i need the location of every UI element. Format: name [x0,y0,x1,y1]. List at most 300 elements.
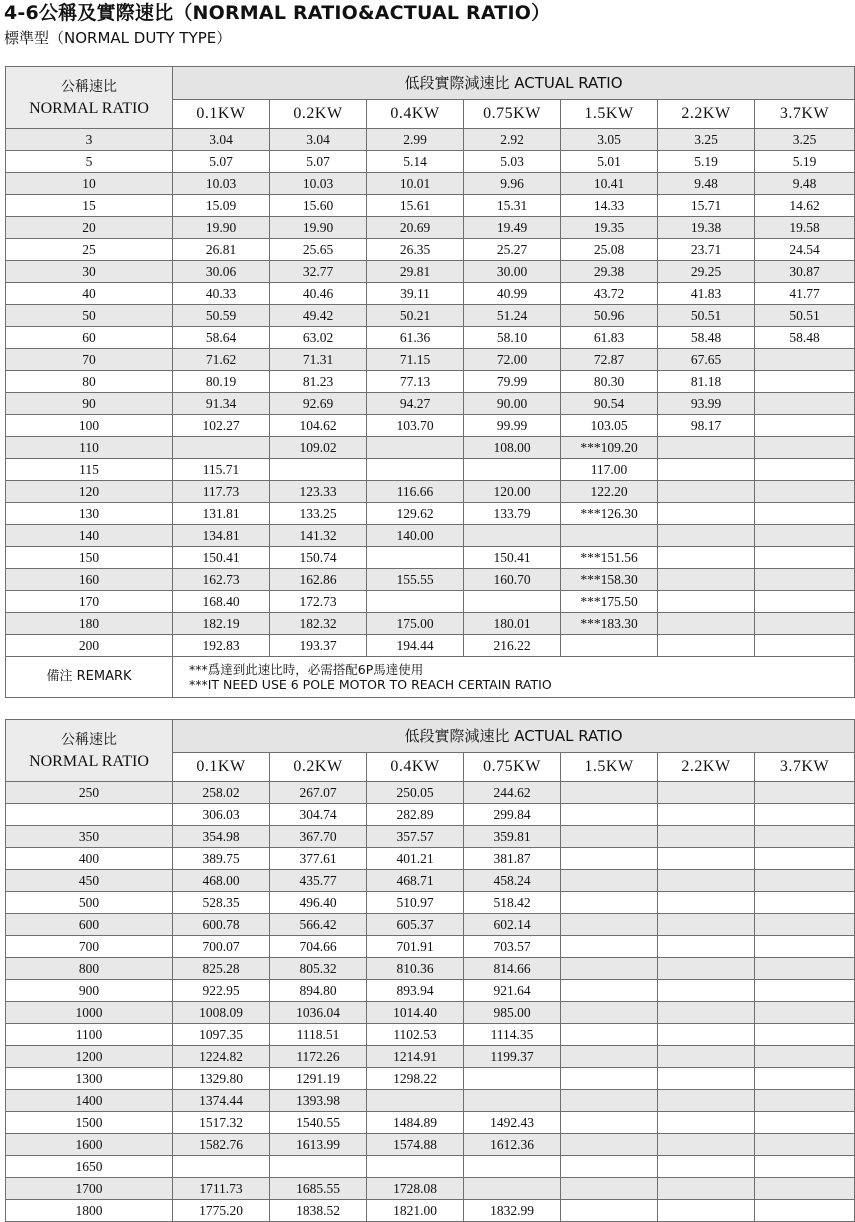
actual-ratio-cell: 1711.73 [173,1178,270,1200]
normal-ratio-cell: 70 [6,349,173,371]
actual-ratio-cell: 23.71 [658,239,755,261]
actual-ratio-cell [464,1156,561,1178]
table-row [6,980,855,1002]
actual-ratio-cell: 94.27 [367,393,464,415]
normal-ratio-cell: 1000 [6,1002,173,1024]
actual-ratio-cell: 40.33 [173,283,270,305]
actual-ratio-cell: 10.41 [561,173,658,195]
actual-ratio-cell: 825.28 [173,958,270,980]
actual-ratio-cell: 1014.40 [367,1002,464,1024]
normal-ratio-cell: 180 [6,613,173,635]
actual-ratio-cell: 2.99 [367,129,464,151]
actual-ratio-cell [658,980,755,1002]
actual-ratio-cell: 244.62 [464,782,561,804]
actual-ratio-cell [561,1002,658,1024]
actual-ratio-cell: 1612.36 [464,1134,561,1156]
actual-ratio-cell: 9.48 [658,173,755,195]
actual-ratio-cell: 510.97 [367,892,464,914]
normal-ratio-cell: 1500 [6,1112,173,1134]
actual-ratio-cell: 99.99 [464,415,561,437]
normal-ratio-cell: 450 [6,870,173,892]
actual-ratio-cell [561,635,658,657]
actual-ratio-cell [270,1156,367,1178]
actual-ratio-cell: 1484.89 [367,1112,464,1134]
actual-ratio-cell [173,437,270,459]
kw-header-1-5: 1.5KW [561,753,658,782]
actual-ratio-cell: 1214.91 [367,1046,464,1068]
actual-ratio-cell [658,892,755,914]
actual-ratio-cell: 134.81 [173,525,270,547]
actual-ratio-cell: 14.33 [561,195,658,217]
actual-ratio-cell: 1582.76 [173,1134,270,1156]
normal-ratio-cell: 30 [6,261,173,283]
actual-ratio-cell: 1574.88 [367,1134,464,1156]
actual-ratio-cell [561,782,658,804]
actual-ratio-cell [658,936,755,958]
table-row [6,305,855,327]
actual-ratio-cell: 150.41 [464,547,561,569]
actual-ratio-cell: 14.62 [755,195,855,217]
actual-ratio-cell [561,848,658,870]
kw-header-0-2: 0.2KW [270,100,367,129]
actual-ratio-cell [755,613,855,635]
actual-ratio-cell: 921.64 [464,980,561,1002]
actual-ratio-cell: 40.46 [270,283,367,305]
ratio-table-2 [5,719,855,1222]
actual-ratio-cell: 172.73 [270,591,367,613]
actual-ratio-cell: 63.02 [270,327,367,349]
normal-ratio-cell: 15 [6,195,173,217]
normal-ratio-cell: 800 [6,958,173,980]
actual-ratio-cell: 3.25 [658,129,755,151]
actual-ratio-cell [561,1200,658,1222]
normal-ratio-cell: 170 [6,591,173,613]
actual-ratio-cell: 122.20 [561,481,658,503]
actual-ratio-cell [755,848,855,870]
normal-ratio-cell: 20 [6,217,173,239]
actual-ratio-cell: 496.40 [270,892,367,914]
normal-ratio-cell: 50 [6,305,173,327]
actual-ratio-cell [658,459,755,481]
actual-ratio-cell: 58.64 [173,327,270,349]
actual-ratio-cell [658,870,755,892]
table-row [6,415,855,437]
actual-ratio-cell: 25.27 [464,239,561,261]
actual-ratio-cell: 19.38 [658,217,755,239]
actual-ratio-cell: 19.90 [270,217,367,239]
normal-ratio-cell: 115 [6,459,173,481]
actual-ratio-cell [755,371,855,393]
actual-ratio-cell: 1393.98 [270,1090,367,1112]
actual-ratio-cell: 29.38 [561,261,658,283]
table-row [6,349,855,371]
actual-ratio-cell [658,591,755,613]
actual-ratio-cell [755,1090,855,1112]
normal-ratio-cell: 100 [6,415,173,437]
actual-ratio-cell [755,826,855,848]
actual-ratio-cell: 528.35 [173,892,270,914]
table-row [6,1090,855,1112]
actual-ratio-cell: 1838.52 [270,1200,367,1222]
actual-ratio-cell: 19.49 [464,217,561,239]
actual-ratio-cell: 102.27 [173,415,270,437]
actual-ratio-cell [658,1068,755,1090]
actual-ratio-cell: 162.86 [270,569,367,591]
actual-ratio-cell: 306.03 [173,804,270,826]
actual-ratio-header: 低段實際減速比 ACTUAL RATIO [173,720,855,753]
normal-ratio-cell: 90 [6,393,173,415]
actual-ratio-cell [755,892,855,914]
actual-ratio-cell [658,1112,755,1134]
ratio-table-2-body [6,782,855,1222]
kw-header-1-5: 1.5KW [561,100,658,129]
actual-ratio-cell [755,1046,855,1068]
actual-ratio-cell: 29.81 [367,261,464,283]
normal-ratio-cell: 1700 [6,1178,173,1200]
actual-ratio-cell: 50.21 [367,305,464,327]
actual-ratio-cell: 160.70 [464,569,561,591]
actual-ratio-cell: 72.87 [561,349,658,371]
actual-ratio-cell: 93.99 [658,393,755,415]
table-row [6,327,855,349]
actual-ratio-cell: 123.33 [270,481,367,503]
actual-ratio-cell: 50.51 [755,305,855,327]
actual-ratio-cell [658,1200,755,1222]
actual-ratio-cell [755,503,855,525]
actual-ratio-cell: 1114.35 [464,1024,561,1046]
ratio-table-1-body [6,129,855,657]
actual-ratio-cell: 168.40 [173,591,270,613]
actual-ratio-cell: 1008.09 [173,1002,270,1024]
normal-ratio-header-en: NORMAL RATIO [29,752,149,770]
actual-ratio-cell [658,569,755,591]
normal-ratio-cell: 60 [6,327,173,349]
actual-ratio-cell: 1199.37 [464,1046,561,1068]
table-row [6,481,855,503]
actual-ratio-cell: 77.13 [367,371,464,393]
actual-ratio-cell [173,1156,270,1178]
actual-ratio-cell [658,635,755,657]
actual-ratio-cell: 602.14 [464,914,561,936]
actual-ratio-cell: 5.07 [270,151,367,173]
table-row [6,459,855,481]
normal-ratio-cell: 130 [6,503,173,525]
actual-ratio-cell: 2.92 [464,129,561,151]
actual-ratio-cell: 182.19 [173,613,270,635]
actual-ratio-cell: 81.23 [270,371,367,393]
actual-ratio-cell: 150.74 [270,547,367,569]
actual-ratio-cell: 117.73 [173,481,270,503]
actual-ratio-cell: 1329.80 [173,1068,270,1090]
actual-ratio-cell [755,782,855,804]
kw-header-0-1: 0.1KW [173,100,270,129]
actual-ratio-cell: 9.48 [755,173,855,195]
normal-ratio-cell: 3 [6,129,173,151]
kw-header-0-1: 0.1KW [173,753,270,782]
table-row [6,613,855,635]
actual-ratio-cell [367,459,464,481]
actual-ratio-cell: 15.31 [464,195,561,217]
normal-ratio-cell: 500 [6,892,173,914]
actual-ratio-cell: 50.96 [561,305,658,327]
normal-ratio-header-en: NORMAL RATIO [29,99,149,117]
actual-ratio-cell [367,1156,464,1178]
actual-ratio-cell: 90.00 [464,393,561,415]
actual-ratio-cell [658,437,755,459]
table-row [6,1002,855,1024]
actual-ratio-cell [464,525,561,547]
kw-header-2-2: 2.2KW [658,100,755,129]
actual-ratio-cell: 1492.43 [464,1112,561,1134]
actual-ratio-cell: 3.04 [270,129,367,151]
normal-ratio-cell: 5 [6,151,173,173]
table-row [6,804,855,826]
normal-ratio-cell: 900 [6,980,173,1002]
actual-ratio-cell [658,1024,755,1046]
actual-ratio-cell [464,1178,561,1200]
actual-ratio-cell [561,804,658,826]
actual-ratio-cell [561,958,658,980]
table-row [6,870,855,892]
actual-ratio-cell [755,415,855,437]
actual-ratio-cell: 92.69 [270,393,367,415]
actual-ratio-cell [561,1024,658,1046]
actual-ratio-cell: 98.17 [658,415,755,437]
actual-ratio-cell [755,1156,855,1178]
actual-ratio-cell [367,437,464,459]
actual-ratio-cell [755,1134,855,1156]
actual-ratio-cell: 133.79 [464,503,561,525]
normal-ratio-header [6,67,173,129]
table-row [6,635,855,657]
actual-ratio-cell: 150.41 [173,547,270,569]
actual-ratio-cell: 49.42 [270,305,367,327]
actual-ratio-cell [755,958,855,980]
actual-ratio-cell: 1728.08 [367,1178,464,1200]
actual-ratio-cell: 216.22 [464,635,561,657]
actual-ratio-cell: 162.73 [173,569,270,591]
actual-ratio-cell: 377.61 [270,848,367,870]
actual-ratio-cell: 1685.55 [270,1178,367,1200]
table-row [6,1156,855,1178]
actual-ratio-cell: 700.07 [173,936,270,958]
actual-ratio-cell: 26.81 [173,239,270,261]
actual-ratio-cell: 1102.53 [367,1024,464,1046]
actual-ratio-cell: 50.59 [173,305,270,327]
table-row [6,914,855,936]
actual-ratio-cell: 30.06 [173,261,270,283]
actual-ratio-cell: 299.84 [464,804,561,826]
actual-ratio-cell: ***158.30 [561,569,658,591]
actual-ratio-cell: 566.42 [270,914,367,936]
actual-ratio-cell [561,1090,658,1112]
actual-ratio-cell: 58.48 [658,327,755,349]
actual-ratio-cell: 357.57 [367,826,464,848]
normal-ratio-cell [6,804,173,826]
normal-ratio-cell: 600 [6,914,173,936]
actual-ratio-cell [658,782,755,804]
actual-ratio-cell [561,1156,658,1178]
actual-ratio-cell: 381.87 [464,848,561,870]
actual-ratio-cell: 15.09 [173,195,270,217]
normal-ratio-cell: 160 [6,569,173,591]
actual-ratio-cell [658,503,755,525]
actual-ratio-cell: 19.35 [561,217,658,239]
actual-ratio-cell: 518.42 [464,892,561,914]
actual-ratio-cell [755,1200,855,1222]
actual-ratio-cell: 26.35 [367,239,464,261]
table-row [6,826,855,848]
actual-ratio-cell: 1832.99 [464,1200,561,1222]
actual-ratio-cell [561,980,658,1002]
table-row [6,283,855,305]
kw-header-0-75: 0.75KW [464,753,561,782]
actual-ratio-cell: 72.00 [464,349,561,371]
actual-ratio-cell [658,1046,755,1068]
normal-ratio-header [6,720,173,782]
actual-ratio-cell [755,1002,855,1024]
table-row [6,958,855,980]
actual-ratio-cell: 192.83 [173,635,270,657]
actual-ratio-cell [367,1090,464,1112]
actual-ratio-cell [755,1024,855,1046]
actual-ratio-cell [561,1178,658,1200]
actual-ratio-cell [755,1112,855,1134]
actual-ratio-cell [658,914,755,936]
table-row [6,1024,855,1046]
actual-ratio-cell: 1224.82 [173,1046,270,1068]
actual-ratio-cell: 1298.22 [367,1068,464,1090]
actual-ratio-cell [755,936,855,958]
actual-ratio-cell: 50.51 [658,305,755,327]
actual-ratio-cell: 389.75 [173,848,270,870]
table-row [6,848,855,870]
actual-ratio-cell [561,936,658,958]
actual-ratio-cell: 359.81 [464,826,561,848]
actual-ratio-cell: 67.65 [658,349,755,371]
table-row [6,1112,855,1134]
remark-line-cn: ***爲達到此速比時，必需搭配6P馬達使用 [189,662,424,677]
normal-ratio-cell: 80 [6,371,173,393]
actual-ratio-cell: 103.05 [561,415,658,437]
actual-ratio-cell: 20.69 [367,217,464,239]
actual-ratio-cell: 25.08 [561,239,658,261]
actual-ratio-cell [367,547,464,569]
actual-ratio-cell: 985.00 [464,1002,561,1024]
table-row [6,239,855,261]
table-row [6,261,855,283]
actual-ratio-cell: 80.30 [561,371,658,393]
actual-ratio-cell: 250.05 [367,782,464,804]
actual-ratio-cell [755,349,855,371]
kw-header-3-7: 3.7KW [755,100,855,129]
table-row [6,547,855,569]
table-row [6,503,855,525]
actual-ratio-cell: 140.00 [367,525,464,547]
actual-ratio-cell [658,1090,755,1112]
actual-ratio-cell: 129.62 [367,503,464,525]
actual-ratio-cell: 25.65 [270,239,367,261]
actual-ratio-cell: 1775.20 [173,1200,270,1222]
actual-ratio-cell [755,914,855,936]
actual-ratio-cell [464,591,561,613]
actual-ratio-cell [561,1068,658,1090]
normal-ratio-header-cn: 公稱速比 [61,731,117,748]
actual-ratio-cell: 15.61 [367,195,464,217]
remark-text [173,657,855,698]
actual-ratio-cell: 1540.55 [270,1112,367,1134]
actual-ratio-cell: 10.03 [270,173,367,195]
actual-ratio-cell: 108.00 [464,437,561,459]
actual-ratio-cell: 814.66 [464,958,561,980]
table-row [6,569,855,591]
actual-ratio-cell [561,826,658,848]
actual-ratio-cell: 43.72 [561,283,658,305]
actual-ratio-cell: 103.70 [367,415,464,437]
normal-ratio-cell: 120 [6,481,173,503]
actual-ratio-cell: 91.34 [173,393,270,415]
actual-ratio-cell: 258.02 [173,782,270,804]
actual-ratio-cell: 5.19 [658,151,755,173]
normal-ratio-cell: 140 [6,525,173,547]
kw-header-3-7: 3.7KW [755,753,855,782]
actual-ratio-cell: 894.80 [270,980,367,1002]
table-row [6,1134,855,1156]
actual-ratio-cell: 9.96 [464,173,561,195]
normal-ratio-cell: 1600 [6,1134,173,1156]
normal-ratio-cell: 150 [6,547,173,569]
kw-header-2-2: 2.2KW [658,753,755,782]
actual-ratio-cell [755,459,855,481]
actual-ratio-cell: 30.00 [464,261,561,283]
actual-ratio-cell: 5.03 [464,151,561,173]
actual-ratio-cell [658,848,755,870]
actual-ratio-cell: 1821.00 [367,1200,464,1222]
normal-ratio-cell: 10 [6,173,173,195]
table-row [6,1200,855,1222]
actual-ratio-cell: 458.24 [464,870,561,892]
normal-ratio-cell: 200 [6,635,173,657]
actual-ratio-cell [561,525,658,547]
normal-ratio-header-cn: 公稱速比 [61,78,117,95]
table-row [6,1046,855,1068]
actual-ratio-cell: 29.25 [658,261,755,283]
actual-ratio-cell: 893.94 [367,980,464,1002]
actual-ratio-cell: 131.81 [173,503,270,525]
actual-ratio-cell: 367.70 [270,826,367,848]
actual-ratio-cell [561,1046,658,1068]
normal-ratio-cell: 700 [6,936,173,958]
actual-ratio-cell: 90.54 [561,393,658,415]
actual-ratio-cell: 401.21 [367,848,464,870]
actual-ratio-cell: 19.90 [173,217,270,239]
actual-ratio-cell [658,804,755,826]
actual-ratio-cell [755,1178,855,1200]
actual-ratio-cell: 39.11 [367,283,464,305]
table-row [6,591,855,613]
kw-header-0-2: 0.2KW [270,753,367,782]
actual-ratio-cell: 175.00 [367,613,464,635]
actual-ratio-cell: 15.71 [658,195,755,217]
table-row [6,936,855,958]
actual-ratio-cell: 104.62 [270,415,367,437]
actual-ratio-cell [755,481,855,503]
actual-ratio-cell: 61.36 [367,327,464,349]
actual-ratio-cell: 10.01 [367,173,464,195]
actual-ratio-cell: 1118.51 [270,1024,367,1046]
actual-ratio-cell: 116.66 [367,481,464,503]
actual-ratio-cell: 71.31 [270,349,367,371]
